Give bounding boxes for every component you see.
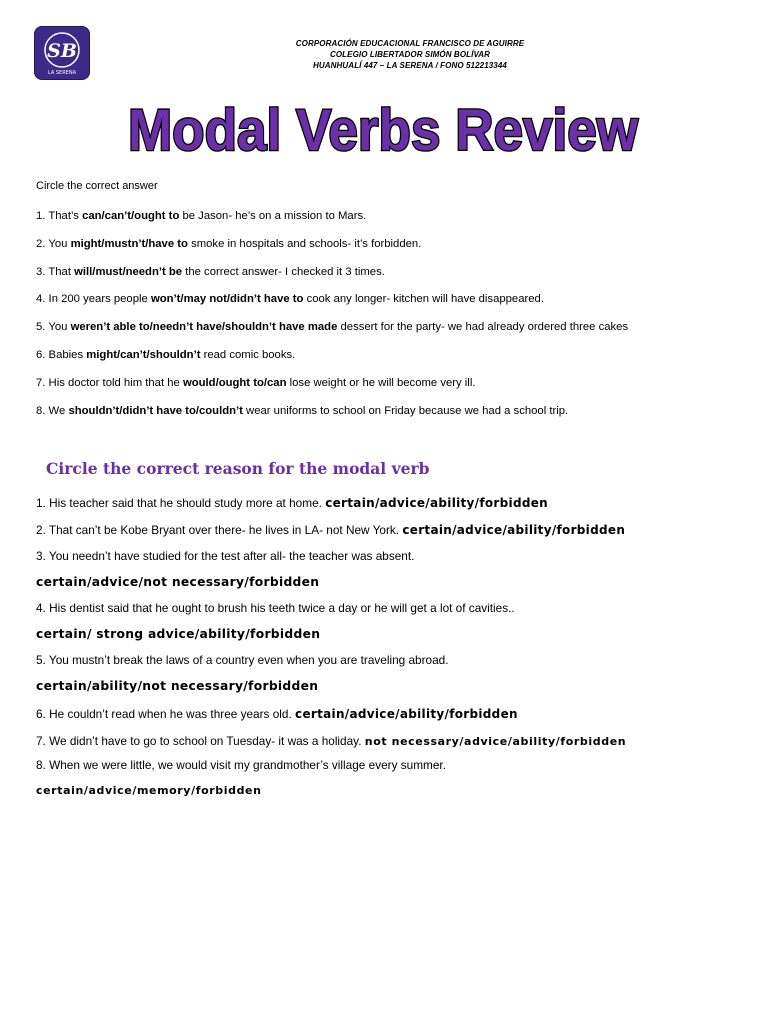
item-options[interactable]: will/must/needn’t be (74, 266, 183, 278)
item-options[interactable]: certain/advice/memory/forbidden (36, 784, 262, 797)
part1-item (36, 209, 366, 223)
part1-item (36, 265, 385, 279)
part1-item (36, 237, 421, 251)
school-logo-graphic (35, 27, 89, 79)
item-text: 3. That (36, 266, 75, 278)
item-text: dessert for the party- we had already ordered three cakes (337, 321, 629, 333)
worksheet-title (118, 94, 648, 164)
item-text: 5. You (36, 321, 71, 333)
title-text: Modal Verbs Review (128, 98, 639, 163)
item-options[interactable]: weren’t able to/needn’t have/shouldn’t have made (70, 321, 338, 333)
item-text: be Jason- he’s on a mission to Mars. (179, 210, 367, 222)
title-graphic (118, 94, 648, 164)
item-options[interactable]: certain/ strong advice/ability/forbidden (36, 627, 321, 641)
header-line-2: COLEGIO LIBERTADOR SIMÓN BOLÍVAR (329, 50, 491, 59)
item-options[interactable]: shouldn’t/didn’t have to/couldn’t (68, 405, 243, 417)
item-options[interactable]: can/can’t/ought to (82, 210, 180, 222)
item-text: 1. That’s (36, 210, 83, 222)
school-logo (34, 26, 90, 80)
logo-caption: LA SERENA (47, 70, 77, 76)
item-sentence: 2. That can’t be Kobe Bryant over there- he lives in LA- not New York. (36, 523, 403, 537)
part1-item (36, 376, 475, 390)
item-sentence: 7. We didn’t have to go to school on Tuesday- it was a holiday. (36, 734, 365, 748)
item-text: lose weight or he will become very ill. (286, 377, 476, 389)
item-options[interactable]: certain/ability/not necessary/forbidden (36, 679, 319, 693)
item-text: 4. In 200 years people (36, 293, 151, 305)
logo-letters: SB (47, 40, 77, 62)
part2-item (36, 734, 626, 749)
part2-title: Circle the correct reason for the modal verb (46, 459, 430, 478)
part1-instruction: Circle the correct answer (36, 180, 158, 192)
part1-item (36, 404, 568, 418)
part2-item (36, 653, 449, 668)
header-line-1: CORPORACIÓN EDUCACIONAL FRANCISCO DE AGUIRRE (295, 39, 525, 48)
part2-item (36, 707, 518, 722)
part2-item (36, 601, 515, 616)
item-text: 8. We (36, 405, 69, 417)
item-text: wear uniforms to school on Friday because we had a school trip. (242, 405, 569, 417)
item-sentence: 1. His teacher said that he should study more at home. (36, 496, 326, 510)
header-line-3: HUANHUALÍ 447 – LA SERENA / FONO 512213344 (313, 61, 507, 70)
item-sentence: 4. His dentist said that he ought to brush his teeth twice a day or he will get a lot of cavities.. (36, 601, 515, 615)
part2-item (36, 496, 548, 511)
item-options[interactable]: certain/advice/not necessary/forbidden (36, 575, 320, 589)
item-sentence: 8. When we were little, we would visit my grandmother’s village every summer. (36, 758, 446, 772)
item-sentence: 5. You mustn’t break the laws of a country even when you are traveling abroad. (36, 653, 449, 667)
item-options[interactable]: certain/advice/ability/forbidden (295, 707, 518, 721)
item-text: smoke in hospitals and schools- it’s forbidden. (187, 238, 422, 250)
item-options[interactable]: won’t/may not/didn’t have to (150, 293, 304, 305)
item-text: read comic books. (200, 349, 296, 361)
item-options[interactable]: might/can’t/shouldn’t (86, 349, 201, 361)
item-text: cook any longer- kitchen will have disappeared. (303, 293, 544, 305)
school-header (220, 38, 600, 71)
item-sentence: 3. You needn’t have studied for the test after all- the teacher was absent. (36, 549, 415, 563)
item-options[interactable]: might/mustn’t/have to (70, 238, 188, 250)
item-text: 2. You (36, 238, 71, 250)
part1-item (36, 320, 628, 334)
part1-item (36, 348, 295, 362)
item-options[interactable]: would/ought to/can (182, 377, 287, 389)
item-options[interactable]: certain/advice/ability/forbidden (325, 496, 549, 510)
part2-item (36, 758, 446, 773)
part2-item (36, 523, 625, 538)
part1-item (36, 292, 544, 306)
item-sentence: 6. He couldn’t read when he was three years old. (36, 707, 296, 721)
item-options[interactable]: certain/advice/ability/forbidden (402, 523, 626, 537)
part2-item (36, 549, 414, 564)
item-options[interactable]: not necessary/advice/ability/forbidden (364, 735, 627, 748)
item-text: the correct answer- I checked it 3 times. (182, 266, 385, 278)
item-text: 6. Babies (36, 349, 87, 361)
item-text: 7. His doctor told him that he (36, 377, 183, 389)
